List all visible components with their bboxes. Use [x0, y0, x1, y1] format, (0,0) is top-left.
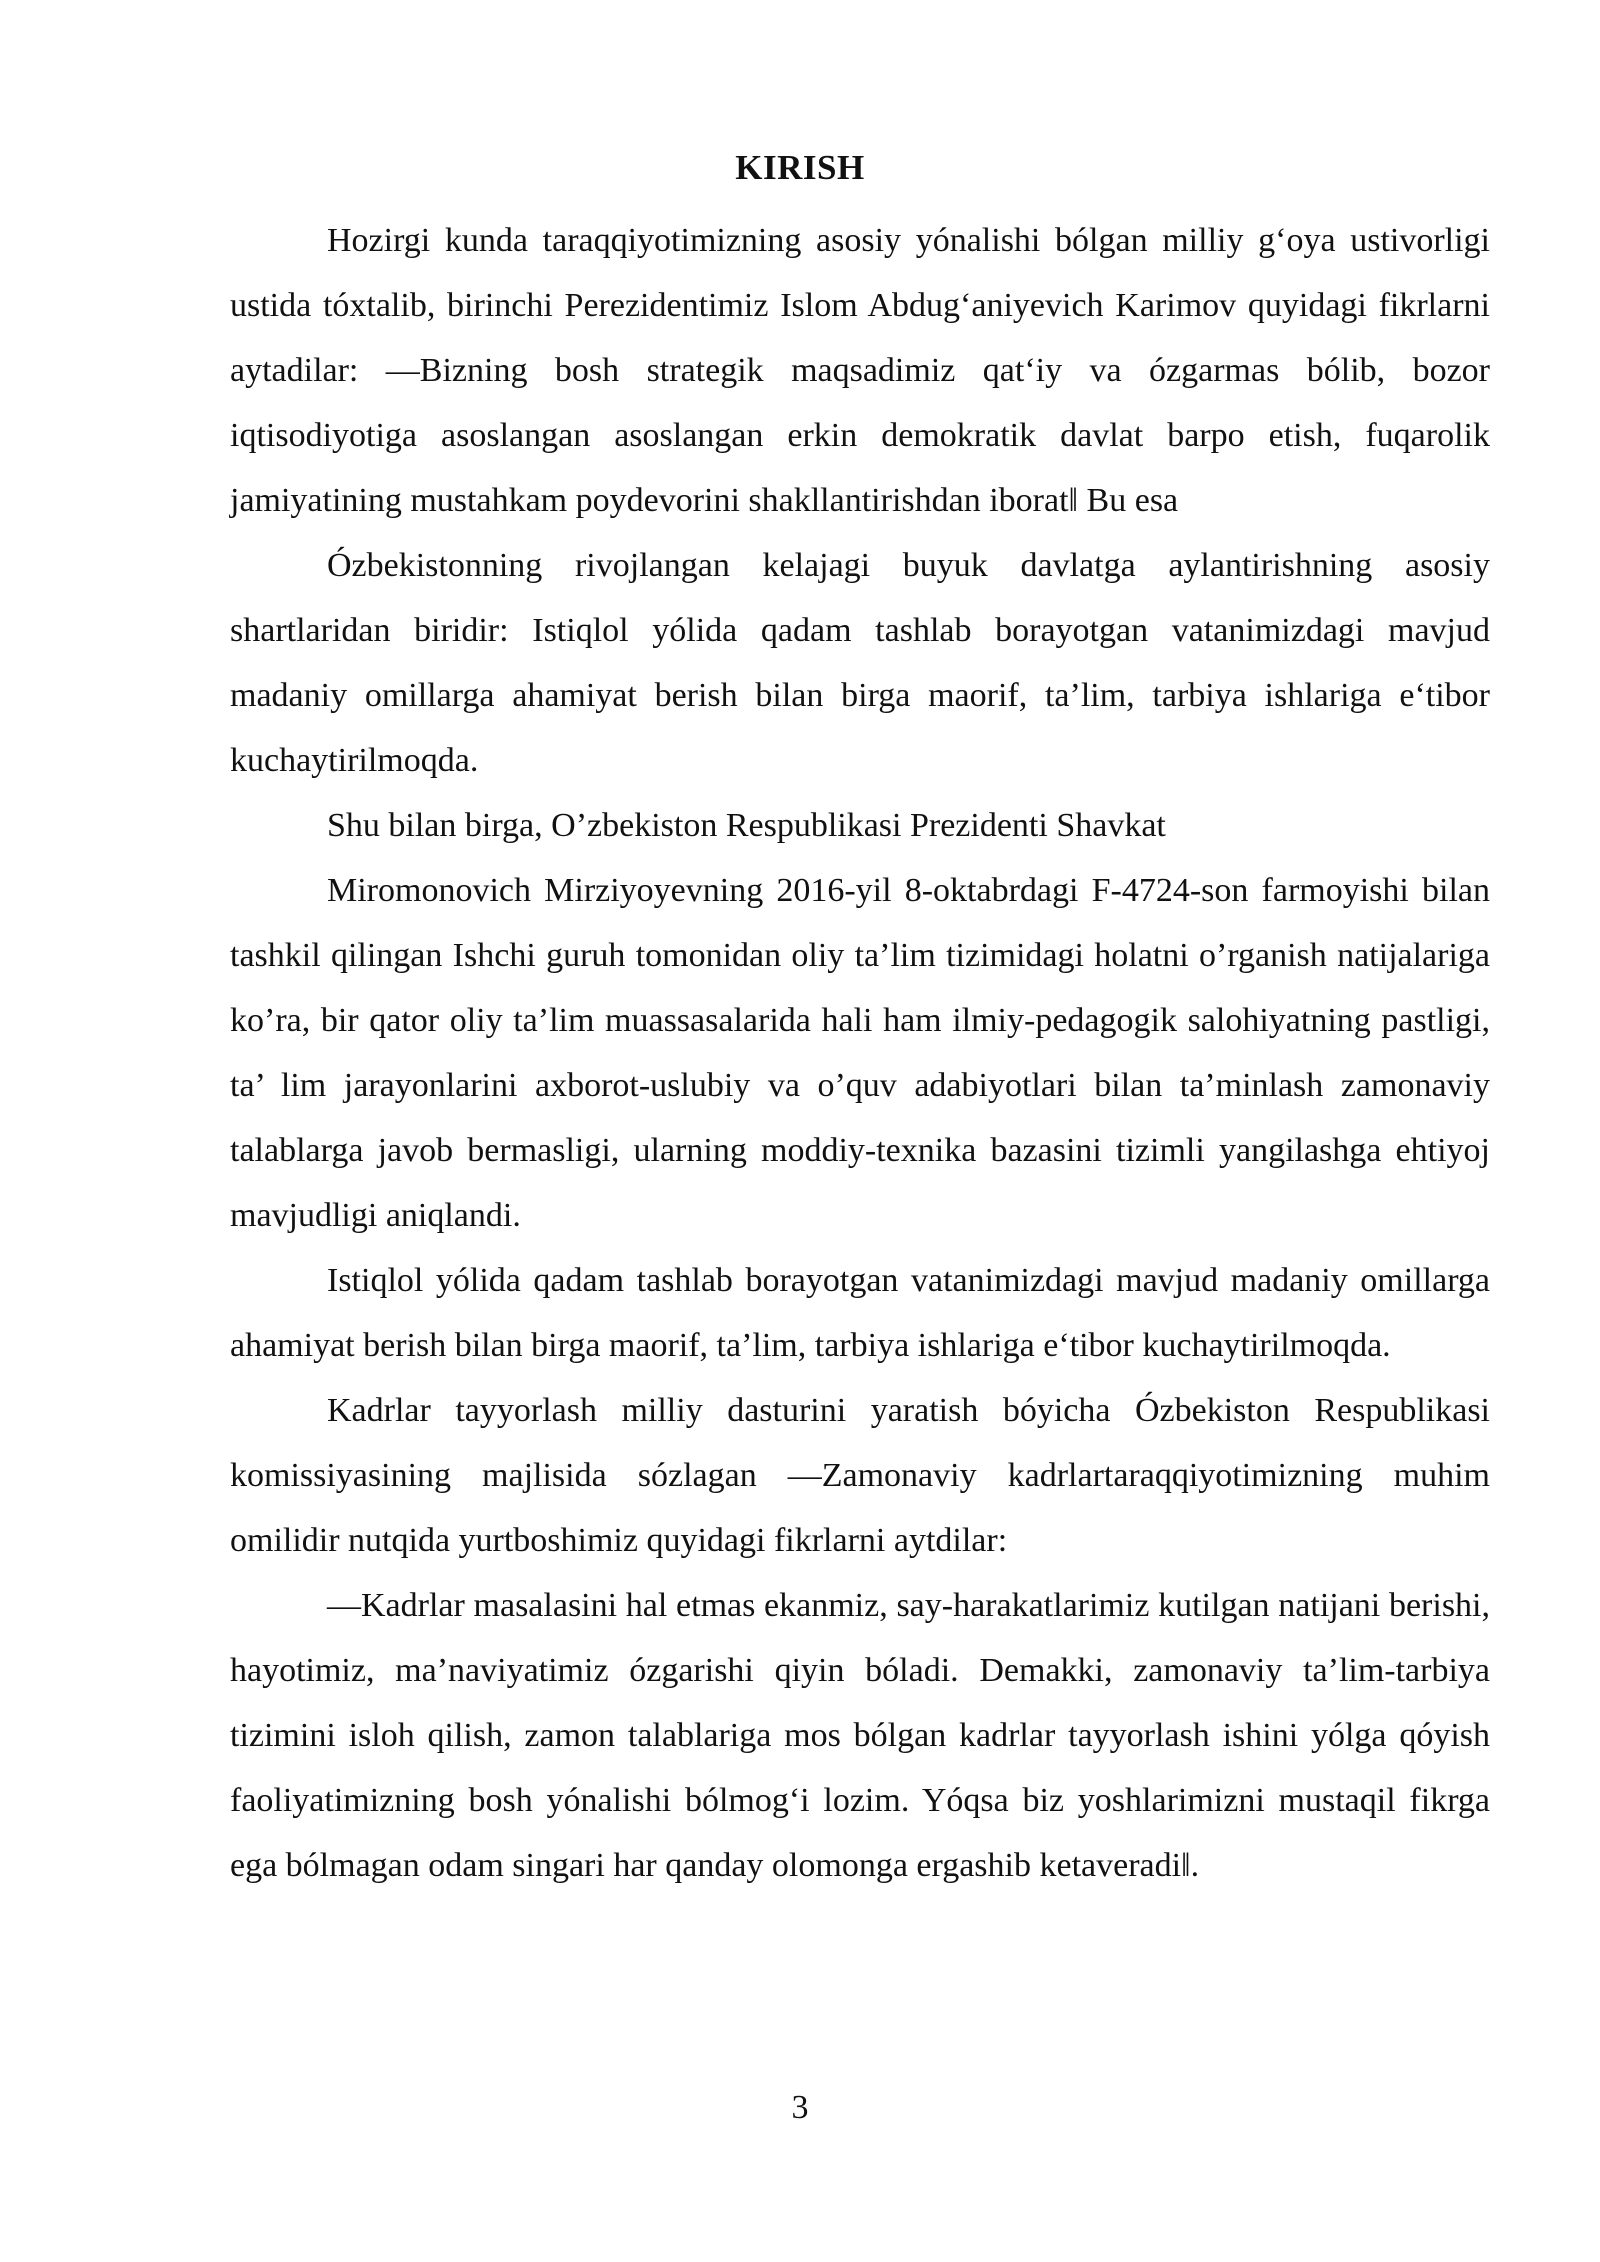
paragraph-4: Miromonovich Mirziyoyevning 2016-yil 8-oktabrdagi F-4724-son farmoyishi bilan tashkil qilingan Ishchi guruh tomonidan oliy ta’lim tizimidagi holatni o’rganish natijalariga ko’ra, bir qator oliy ta’lim muassasalarida hali ham ilmiy-pedagogik salohiyatning pastligi, ta’ lim jarayonlarini axborot-uslubiy va o’quv adabiyotlari bilan ta’minlash zamonaviy talablarga javob bermasligi, ularning moddiy-texnika bazasini tizimli yangilashga ehtiyoj mavjudligi aniqlandi.	[230, 872, 1490, 1234]
paragraph-3: Shu bilan birga, O’zbekiston Respublikasi Prezidenti Shavkat	[327, 807, 1166, 844]
paragraph-7: ―Kadrlar masalasini hal etmas ekanmiz, say-harakatlarimiz kutilgan natijani berishi, hayotimiz, ma’naviyatimiz ózgarishi qiyin bóladi. Demakki, zamonaviy ta’lim-tarbiya tizimini isloh qilish, zamon talablariga mos bólgan kadrlar tayyorlash ishini yólga qóyish faoliyatimizning bosh yónalishi bólmog‘i lozim. Yóqsa biz yoshlarimizni mustaqil fikrga ega bólmagan odam singari har qanday olomonga ergashib ketaveradi‖.	[230, 1587, 1490, 1884]
page-number: 3	[791, 2089, 809, 2126]
paragraph-5: Istiqlol yólida qadam tashlab borayotgan vatanimizdagi mavjud madaniy omillarga ahamiyat berish bilan birga maorif, ta’lim, tarbiya ishlariga e‘tibor kuchaytirilmoqda.	[230, 1262, 1490, 1364]
document-title: KIRISH	[735, 148, 865, 187]
paragraph-1: Hozirgi kunda taraqqiyotimizning asosiy yónalishi bólgan milliy g‘oya ustivorligi ustida tóxtalib, birinchi Perezidentimiz Islom Abdug‘aniyevich Karimov quyidagi fikrlarni aytadilar: ―Bizning bosh strategik maqsadimiz qat‘iy va ózgarmas bólib, bozor iqtisodiyotiga asoslangan asoslangan erkin demokratik davlat barpo etish, fuqarolik jamiyatining mustahkam poydevorini shakllantirishdan iborat‖ Bu esa	[230, 222, 1490, 519]
paragraph-6: Kadrlar tayyorlash milliy dasturini yaratish bóyicha Ózbekiston Respublikasi komissiyasining majlisida sózlagan ―Zamonaviy kadrlartaraqqiyotimizning muhim omilidir nutqida yurtboshimiz quyidagi fikrlarni aytdilar:	[230, 1392, 1490, 1559]
paragraph-2: Ózbekistonning rivojlangan kelajagi buyuk davlatga aylantirishning asosiy shartlaridan biridir: Istiqlol yólida qadam tashlab borayotgan vatanimizdagi mavjud madaniy omillarga ahamiyat berish bilan birga maorif, ta’lim, tarbiya ishlariga e‘tibor kuchaytirilmoqda.	[230, 547, 1490, 779]
document-body	[230, 208, 1490, 1898]
